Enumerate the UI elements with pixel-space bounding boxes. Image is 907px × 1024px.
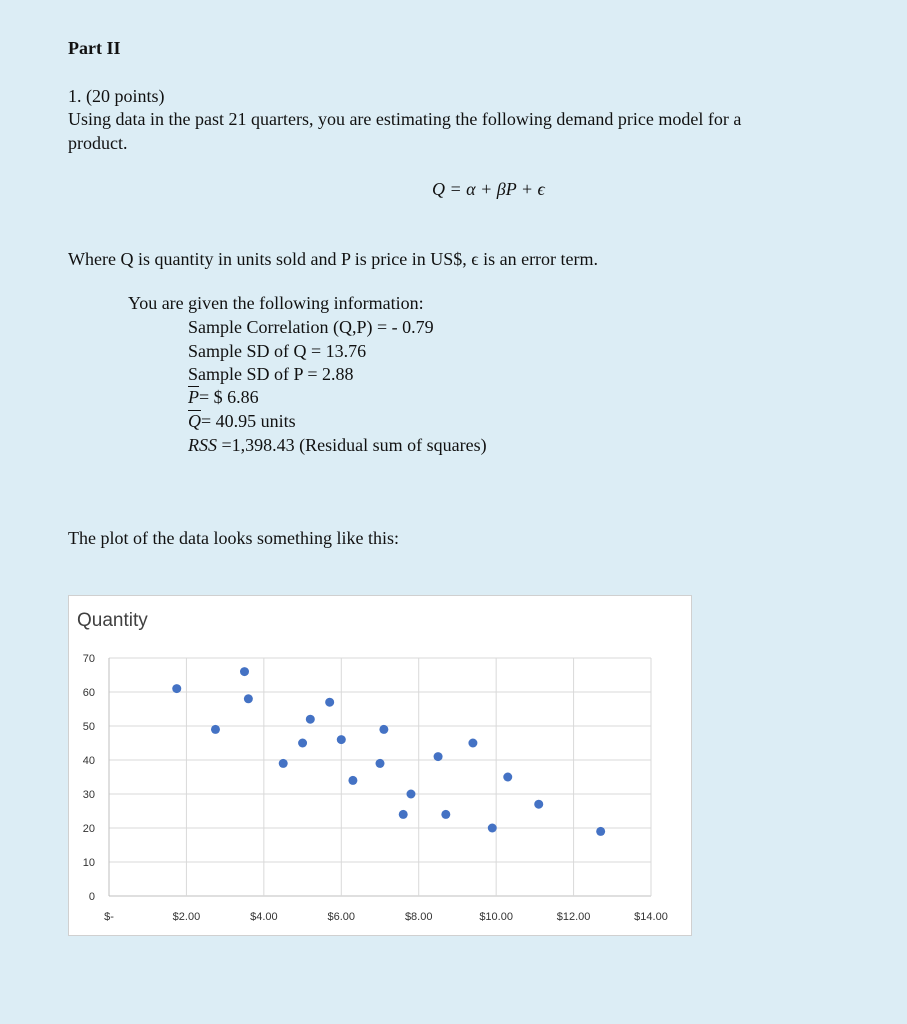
question-number: 1. (20 points) [68,86,165,106]
sample-correlation: Sample Correlation (Q,P) = - 0.79 [188,317,434,337]
rss-symbol: RSS [188,435,217,455]
y-tick-label: 10 [82,857,95,869]
part-heading: Part II [68,38,121,58]
x-tick-label: $12.00 [556,911,591,923]
y-tick-label: 30 [82,789,95,801]
data-point [244,694,253,703]
x-tick-label: $6.00 [327,911,356,923]
mean-price-value: = $ 6.86 [199,387,259,407]
data-point [240,667,249,676]
y-tick-label: 60 [82,687,95,699]
data-point [298,739,307,748]
data-point [172,684,181,693]
data-point [379,725,388,734]
y-tick-label: 50 [82,721,95,733]
data-point [596,827,605,836]
data-point [348,776,357,785]
chart-canvas [69,596,691,935]
data-point [441,810,450,819]
data-point [534,800,543,809]
data-point [399,810,408,819]
y-tick-label: 40 [82,755,95,767]
rss [188,434,487,456]
x-tick-label: $10.00 [479,911,513,923]
x-tick-label: $4.00 [250,911,278,923]
question-text-line1: Using data in the past 21 quarters, you are estimating the following demand price model for a [68,109,742,129]
data-point [325,698,334,707]
data-point [211,725,220,734]
chart-title: Quantity [77,610,148,631]
variable-definition: Where Q is quantity in units sold and P is price in US$, ϵ is an error term. [68,249,599,269]
y-tick-label: 70 [82,653,95,665]
data-point [488,824,497,833]
mean-quantity-value: = 40.95 units [201,411,296,431]
sample-sd-p: Sample SD of P = 2.88 [188,364,354,384]
data-point [376,759,385,768]
y-tick-label: 20 [82,823,95,835]
sample-sd-q: Sample SD of Q = 13.76 [188,341,367,361]
x-tick-label: $2.00 [172,911,201,923]
data-point [434,752,443,761]
mean-price [188,386,259,408]
data-point [468,739,477,748]
given-info-intro: You are given the following information: [128,293,424,313]
p-bar-symbol: $\overline{P}$ [188,387,199,407]
data-point [306,715,315,724]
question-text-line2: product. [68,133,128,153]
mean-quantity [188,410,296,432]
data-point [503,773,512,782]
scatter-chart [68,595,692,936]
x-tick-label: $- [104,911,114,923]
y-tick-label: 0 [88,891,95,903]
data-point [406,790,415,799]
data-point [279,759,288,768]
q-bar-symbol: $\overline{Q}$ [188,411,201,431]
plot-intro: The plot of the data looks something like this: [68,528,399,548]
data-point [337,735,346,744]
rss-value: =1,398.43 (Residual sum of squares) [217,435,487,455]
x-tick-label: $14.00 [634,911,668,923]
x-tick-label: $8.00 [404,911,433,923]
model-equation: Q = α + βP + ϵ [432,179,545,199]
